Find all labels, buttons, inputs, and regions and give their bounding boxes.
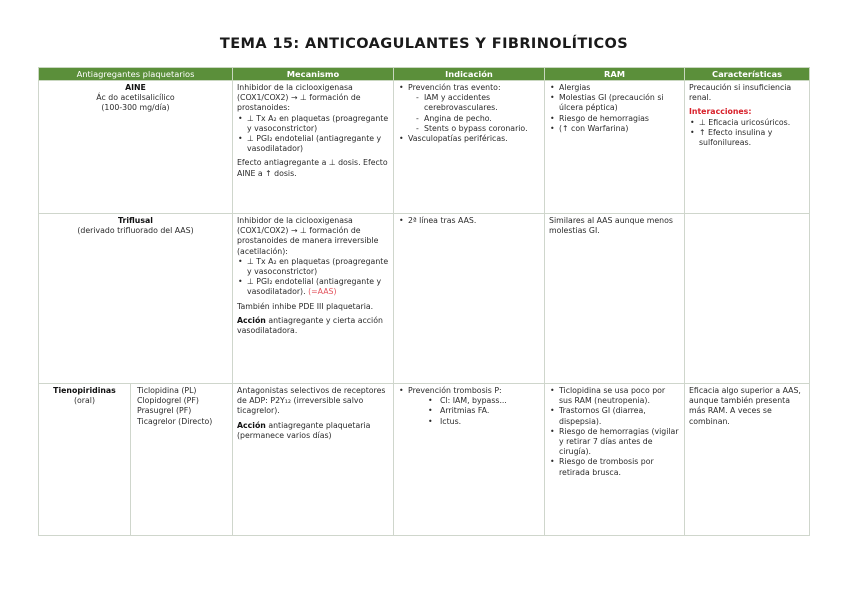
caracteristicas-cell-aine xyxy=(685,81,810,214)
aas-tag: (=AAS) xyxy=(308,287,337,297)
table-row-triflusal xyxy=(39,214,810,384)
drug-cell-triflusal xyxy=(39,214,233,384)
ram-cell-triflusal xyxy=(545,214,685,384)
action-label: Acción xyxy=(237,420,266,430)
mech-intro: Antagonistas selectivos de receptores de ADP: P2Y₁₂ (irreversible salvo ticagrelor). xyxy=(237,386,386,416)
drug-name-tienopiridinas: Tienopiridinas xyxy=(53,386,116,395)
header-antiagregantes: Antiagregantes plaquetarios xyxy=(39,68,233,81)
list-item: • ⊥ Tx A₂ en plaquetas (proagregante y vasoconstrictor) xyxy=(237,114,389,134)
list-item: • 2ª línea tras AAS. xyxy=(398,216,540,226)
header-row xyxy=(39,68,810,81)
drug-dose-aine: (100-300 mg/día) xyxy=(101,103,170,113)
list-item: • Ticlopidina se usa poco por sus RAM (neutropenia). xyxy=(549,386,680,406)
antiplatelet-table xyxy=(38,67,810,536)
mech-intro: Inhibidor de la ciclooxigenasa (COX1/COX2) → ⊥ formación de prostanoides: xyxy=(237,83,361,113)
indicacion-cell-triflusal xyxy=(394,214,545,384)
list-item: • Riesgo de trombosis por retirada brusca. xyxy=(549,457,680,477)
list-item: • ⊥ Tx A₂ en plaquetas (proagregante y vasoconstrictor) xyxy=(237,257,389,277)
car-text: Eficacia algo superior a AAS, aunque también presenta más RAM. A veces se combinan. xyxy=(689,386,801,426)
header-ram: RAM xyxy=(545,68,685,81)
list-item: • Alergias xyxy=(549,83,680,93)
action-text: antiagregante y cierta acción vasodilatadora. xyxy=(237,315,383,336)
ram-text: Similares al AAS aunque menos molestias GI. xyxy=(549,216,673,236)
list-item: - Stents o bypass coronario. xyxy=(416,124,540,134)
mecanismo-cell-aine xyxy=(233,81,394,214)
ind-intro: Prevención trombosis P: xyxy=(408,386,502,395)
list-item: • ↑ Efecto insulina y sulfonilureas. xyxy=(689,128,805,148)
ind-intro: Prevención tras evento: xyxy=(408,83,501,92)
caracteristicas-cell-tienopiridinas xyxy=(685,384,810,536)
table-row-tienopiridinas xyxy=(39,384,810,536)
header-mecanismo: Mecanismo xyxy=(233,68,394,81)
caracteristicas-cell-triflusal xyxy=(685,214,810,384)
list-item xyxy=(237,277,389,297)
ram-cell-aine xyxy=(545,81,685,214)
list-item: • (↑ con Warfarina) xyxy=(549,124,680,134)
indicacion-cell-aine xyxy=(394,81,545,214)
list-item: Ticlopidina (PL) xyxy=(137,386,197,395)
interacciones-heading: Interacciones: xyxy=(689,107,752,117)
mech-action xyxy=(237,316,389,336)
ram-cell-tienopiridinas xyxy=(545,384,685,536)
list-item: • Arritmias FA. xyxy=(428,406,540,416)
drug-subtitle-triflusal: (derivado trifluorado del AAS) xyxy=(77,226,194,236)
list-item xyxy=(398,83,540,134)
list-item: Prasugrel (PF) xyxy=(137,406,192,416)
car-intro: Precaución si insuficiencia renal. xyxy=(689,83,792,103)
list-item: • ⊥ PGI₂ endotelial (antiagregante y vasodilatador) xyxy=(237,134,389,154)
drug-name-aine: AINE xyxy=(125,83,146,92)
list-item: Ticagrelor (Directo) xyxy=(137,416,213,426)
list-item: - Angina de pecho. xyxy=(416,114,540,124)
list-item: • Molestias GI (precaución si úlcera péptica) xyxy=(549,93,680,113)
action-text: antiagregante plaquetaria (permanece varios días) xyxy=(237,420,371,440)
indicacion-cell-tienopiridinas xyxy=(394,384,545,536)
mecanismo-cell-triflusal xyxy=(233,214,394,384)
mech-note: Efecto antiagregante a ⊥ dosis. Efecto AINE a ↑ dosis. xyxy=(237,158,388,178)
list-item: • Ictus. xyxy=(428,417,540,427)
list-item: - IAM y accidentes cerebrovasculares. xyxy=(416,93,540,113)
drug-subtitle-tienopiridinas: (oral) xyxy=(73,396,95,406)
drug-list-cell xyxy=(131,384,233,536)
mecanismo-cell-tienopiridinas xyxy=(233,384,394,536)
mech-intro: Inhibidor de la ciclooxigenasa (COX1/COX2) → ⊥ formación de prostanoides de manera irreversible (acetilación): xyxy=(237,216,379,256)
list-item: • ⊥ Eficacia uricosúricos. xyxy=(689,118,805,128)
mech-item-text: ⊥ PGI₂ endotelial (antiagregante y vasodilatador). xyxy=(247,277,382,297)
page-title: TEMA 15: ANTICOAGULANTES Y FIBRINOLÍTICOS xyxy=(219,36,629,52)
list-item: • Riesgo de hemorragias xyxy=(549,114,680,124)
drug-name-triflusal: Triflusal xyxy=(118,216,153,225)
drug-cell-tienopiridinas xyxy=(39,384,131,536)
mech-note: También inhibe PDE III plaquetaria. xyxy=(237,301,374,311)
table-row-aine xyxy=(39,81,810,214)
header-indicacion: Indicación xyxy=(394,68,545,81)
mech-action xyxy=(237,421,389,441)
list-item: Clopidogrel (PF) xyxy=(137,396,199,406)
list-item: • Cl: IAM, bypass... xyxy=(428,396,540,406)
list-item: • Vasculopatías periféricas. xyxy=(398,134,540,144)
list-item: • Riesgo de hemorragias (vigilar y retirar 7 días antes de cirugía). xyxy=(549,427,680,458)
list-item: • Trastornos GI (diarrea, dispepsia). xyxy=(549,406,680,426)
list-item xyxy=(398,386,540,427)
drug-cell-aine xyxy=(39,81,233,214)
action-label: Acción xyxy=(237,315,266,325)
header-caracteristicas: Características xyxy=(685,68,810,81)
drug-subtitle-aine: Ác do acetilsalicílico xyxy=(96,93,175,103)
